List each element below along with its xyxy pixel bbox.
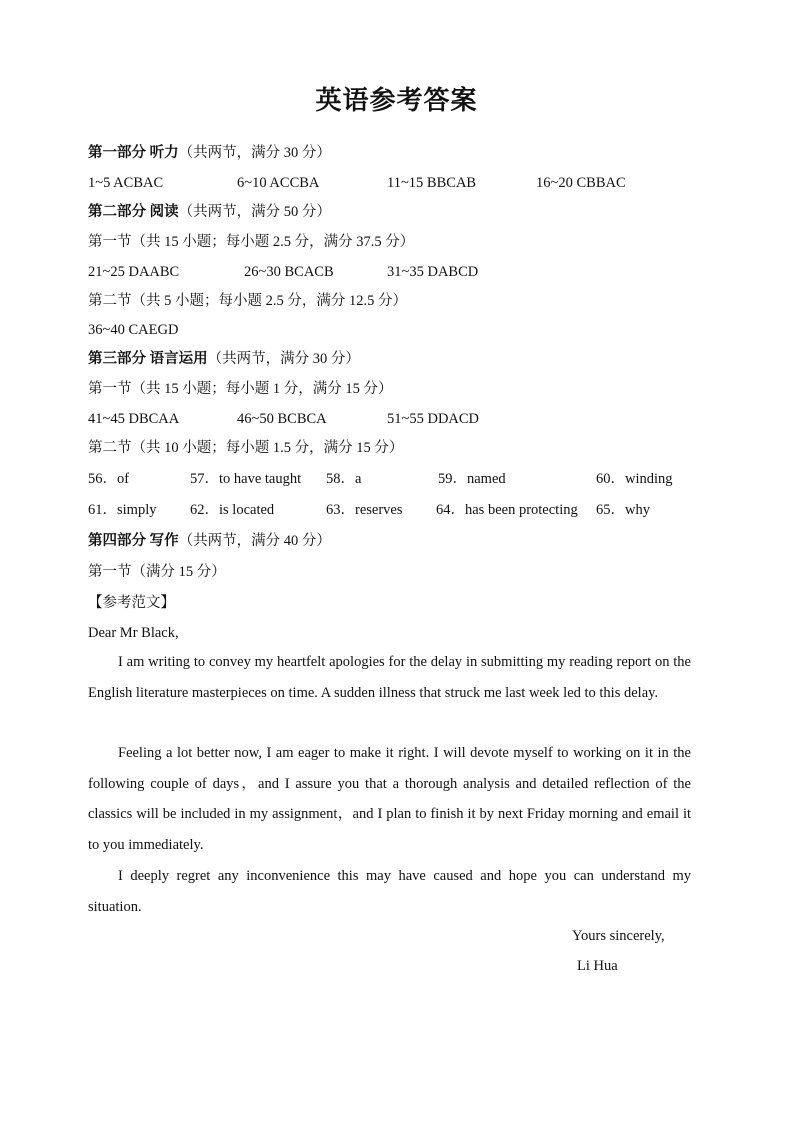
answer-group: 21~25 DAABC	[88, 264, 180, 280]
fill-answer: 56．of	[88, 471, 130, 487]
answer-group: 26~30 BCACB	[244, 264, 334, 280]
part4-note: （共两节，满分 40 分）	[178, 533, 331, 549]
letter-closing: Yours sincerely,	[572, 928, 665, 944]
answer-group: 11~15 BBCAB	[387, 175, 477, 191]
part4-section1-heading: 第一节（满分 15 分）	[88, 564, 226, 580]
part4-heading: 第四部分 写作	[88, 533, 179, 549]
answer-group: 16~20 CBBAC	[536, 175, 626, 191]
answer-group: 6~10 ACCBA	[237, 175, 320, 191]
letter-paragraph: Feeling a lot better now, I am eager to make it right. I will devote myself to working on it in the following couple of days，and I assure you that a thorough analysis and detailed reflection of the classics will be included in my assignment，and I plan to finish it by next Friday morning and email it to you immediately.	[88, 745, 691, 853]
answer-group: 46~50 BCBCA	[237, 411, 327, 427]
sample-essay-label: 【参考范文】	[88, 595, 175, 611]
part3-section1-heading: 第一节（共 15 小题；每小题 1 分，满分 15 分）	[88, 381, 393, 397]
part1-heading-line	[88, 144, 331, 162]
fill-answer: 58．a	[326, 471, 362, 487]
fill-answer: 62．is located	[190, 502, 275, 518]
fill-answer: 60．winding	[596, 471, 673, 487]
fill-answer: 65．why	[596, 502, 650, 518]
letter-signature: Li Hua	[577, 958, 618, 974]
page-title: 英语参考答案	[315, 86, 478, 116]
part3-note: （共两节，满分 30 分）	[207, 351, 360, 367]
answer-group: 1~5 ACBAC	[88, 175, 164, 191]
fill-answer: 63．reserves	[326, 502, 403, 518]
part3-heading-line	[88, 350, 360, 368]
fill-answer: 59．named	[438, 471, 506, 487]
part2-heading-line	[88, 203, 331, 221]
part2-section2-heading: 第二节（共 5 小题；每小题 2.5 分，满分 12.5 分）	[88, 293, 407, 309]
answer-group: 36~40 CAEGD	[88, 322, 179, 338]
part2-section1-heading: 第一节（共 15 小题；每小题 2.5 分，满分 37.5 分）	[88, 234, 415, 250]
part2-note: （共两节，满分 50 分）	[178, 204, 331, 220]
letter-paragraph: I deeply regret any inconvenience this may have caused and hope you can understand my situation.	[88, 868, 691, 915]
fill-answer: 64．has been protecting	[436, 502, 578, 518]
answer-group: 31~35 DABCD	[387, 264, 479, 280]
part2-heading: 第二部分 阅读	[88, 204, 179, 220]
fill-answer: 61．simply	[88, 502, 157, 518]
answer-group: 41~45 DBCAA	[88, 411, 180, 427]
part1-note: （共两节，满分 30 分）	[178, 145, 331, 161]
part3-heading: 第三部分 语言运用	[88, 351, 208, 367]
answer-group: 51~55 DDACD	[387, 411, 480, 427]
part3-section2-heading: 第二节（共 10 小题；每小题 1.5 分，满分 15 分）	[88, 440, 404, 456]
part4-heading-line	[88, 532, 331, 550]
letter-salutation: Dear Mr Black,	[88, 625, 179, 641]
letter-paragraph: I am writing to convey my heartfelt apologies for the delay in submitting my reading report on the English literature masterpieces on time. A sudden illness that struck me last week led to this delay.	[88, 654, 691, 701]
part1-heading: 第一部分 听力	[88, 145, 179, 161]
fill-answer: 57．to have taught	[190, 471, 302, 487]
